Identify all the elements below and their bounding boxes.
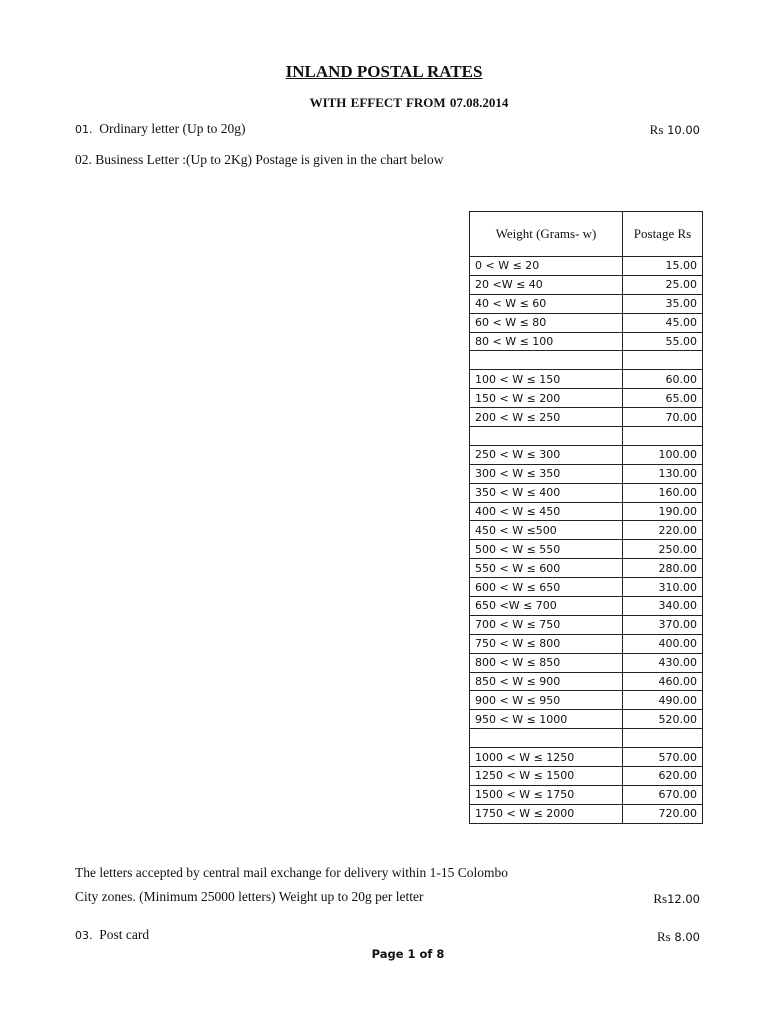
postage-cell: 190.00 [623, 502, 703, 521]
table-row [470, 634, 703, 653]
table-row [470, 710, 703, 729]
postage-cell: 400.00 [623, 634, 703, 653]
table-row [470, 483, 703, 502]
table-row [470, 275, 703, 294]
weight-cell: 1750 < W ≤ 2000 [470, 804, 623, 823]
postage-cell: 35.00 [623, 294, 703, 313]
weight-cell: 950 < W ≤ 1000 [470, 710, 623, 729]
weight-cell: 900 < W ≤ 950 [470, 691, 623, 710]
weight-cell: 200 < W ≤ 250 [470, 408, 623, 427]
postage-cell: 430.00 [623, 653, 703, 672]
weight-cell: 300 < W ≤ 350 [470, 464, 623, 483]
postage-cell: 45.00 [623, 313, 703, 332]
postage-cell: 55.00 [623, 332, 703, 351]
table-row [470, 427, 703, 446]
postage-cell: 160.00 [623, 483, 703, 502]
weight-cell: 80 < W ≤ 100 [470, 332, 623, 351]
item-number: 01. [75, 123, 93, 136]
item-label: Post card [99, 927, 150, 942]
weight-cell: 250 < W ≤ 300 [470, 445, 623, 464]
table-row [470, 729, 703, 748]
postage-cell: 310.00 [623, 578, 703, 597]
table-row [470, 464, 703, 483]
postage-cell: 220.00 [623, 521, 703, 540]
table-row [470, 257, 703, 276]
table-body [470, 257, 703, 824]
weight-column-header: Weight (Grams- w) [470, 212, 623, 257]
weight-cell: 700 < W ≤ 750 [470, 615, 623, 634]
weight-cell: 20 <W ≤ 40 [470, 275, 623, 294]
weight-cell: 40 < W ≤ 60 [470, 294, 623, 313]
postage-cell: 720.00 [623, 804, 703, 823]
table-row [470, 332, 703, 351]
item-ordinary-letter [75, 121, 245, 137]
postage-cell: 620.00 [623, 767, 703, 786]
postage-cell: 60.00 [623, 370, 703, 389]
table-row [470, 521, 703, 540]
table-row [470, 502, 703, 521]
postage-cell: 15.00 [623, 257, 703, 276]
table-row [470, 294, 703, 313]
item-label: Ordinary letter (Up to 20g) [99, 121, 246, 136]
weight-cell: 1250 < W ≤ 1500 [470, 767, 623, 786]
currency-label: Rs [653, 891, 668, 906]
weight-cell: 800 < W ≤ 850 [470, 653, 623, 672]
weight-cell: 850 < W ≤ 900 [470, 672, 623, 691]
weight-cell [470, 729, 623, 748]
postage-cell: 250.00 [623, 540, 703, 559]
weight-cell: 150 < W ≤ 200 [470, 389, 623, 408]
table-row [470, 370, 703, 389]
table-row [470, 785, 703, 804]
currency-label: Rs [649, 122, 664, 137]
postage-column-header: Postage Rs [623, 212, 703, 257]
postage-cell: 670.00 [623, 785, 703, 804]
table-row [470, 540, 703, 559]
table-row [470, 351, 703, 370]
table-row [470, 559, 703, 578]
table-row [470, 313, 703, 332]
weight-cell: 1500 < W ≤ 1750 [470, 785, 623, 804]
note-line-2: City zones. (Minimum 25000 letters) Weight up to 20g per letter [75, 889, 424, 904]
postage-cell [623, 729, 703, 748]
postage-cell: 70.00 [623, 408, 703, 427]
item-post-card [75, 927, 149, 943]
postage-rates-table [469, 211, 703, 824]
postage-cell: 520.00 [623, 710, 703, 729]
weight-cell: 400 < W ≤ 450 [470, 502, 623, 521]
amount-value: 10.00 [667, 123, 700, 137]
weight-cell: 60 < W ≤ 80 [470, 313, 623, 332]
table-row [470, 767, 703, 786]
weight-cell: 350 < W ≤ 400 [470, 483, 623, 502]
postage-cell: 490.00 [623, 691, 703, 710]
weight-cell: 100 < W ≤ 150 [470, 370, 623, 389]
postage-cell: 460.00 [623, 672, 703, 691]
table-row [470, 804, 703, 823]
item-number: 03. [75, 929, 93, 942]
weight-cell: 750 < W ≤ 800 [470, 634, 623, 653]
postage-cell: 130.00 [623, 464, 703, 483]
postage-cell: 280.00 [623, 559, 703, 578]
table-row [470, 408, 703, 427]
table-row [470, 389, 703, 408]
table-row [470, 597, 703, 616]
item-business-letter: 02. Business Letter :(Up to 2Kg) Postage is given in the chart below [75, 152, 444, 167]
item-post-card-amount [657, 929, 700, 945]
table-row [470, 691, 703, 710]
note-line-1: The letters accepted by central mail exchange for delivery within 1-15 Colombo [75, 865, 508, 880]
item-ordinary-letter-amount [650, 122, 700, 138]
note-amount [653, 891, 700, 907]
weight-cell: 1000 < W ≤ 1250 [470, 748, 623, 767]
document-title: INLAND POSTAL RATES [285, 62, 483, 81]
weight-cell: 650 <W ≤ 700 [470, 597, 623, 616]
weight-cell: 0 < W ≤ 20 [470, 257, 623, 276]
page-number-footer: Page 1 of 8 [371, 947, 445, 961]
weight-cell: 600 < W ≤ 650 [470, 578, 623, 597]
postage-cell: 25.00 [623, 275, 703, 294]
table-row [470, 672, 703, 691]
table-row [470, 445, 703, 464]
table-row [470, 653, 703, 672]
postage-cell: 65.00 [623, 389, 703, 408]
postage-cell [623, 351, 703, 370]
table-row [470, 615, 703, 634]
weight-cell: 550 < W ≤ 600 [470, 559, 623, 578]
amount-value: 12.00 [667, 892, 700, 906]
weight-cell: 450 < W ≤500 [470, 521, 623, 540]
effective-date-subtitle: WITH EFFECT FROM 07.08.2014 [309, 95, 509, 110]
postage-cell [623, 427, 703, 446]
weight-cell [470, 427, 623, 446]
weight-cell: 500 < W ≤ 550 [470, 540, 623, 559]
table-header-row [470, 212, 703, 257]
amount-value: 8.00 [674, 930, 700, 944]
postage-cell: 570.00 [623, 748, 703, 767]
currency-label: Rs [657, 929, 671, 944]
postage-cell: 100.00 [623, 445, 703, 464]
postage-cell: 370.00 [623, 615, 703, 634]
postage-cell: 340.00 [623, 597, 703, 616]
table-row [470, 748, 703, 767]
table-row [470, 578, 703, 597]
weight-cell [470, 351, 623, 370]
